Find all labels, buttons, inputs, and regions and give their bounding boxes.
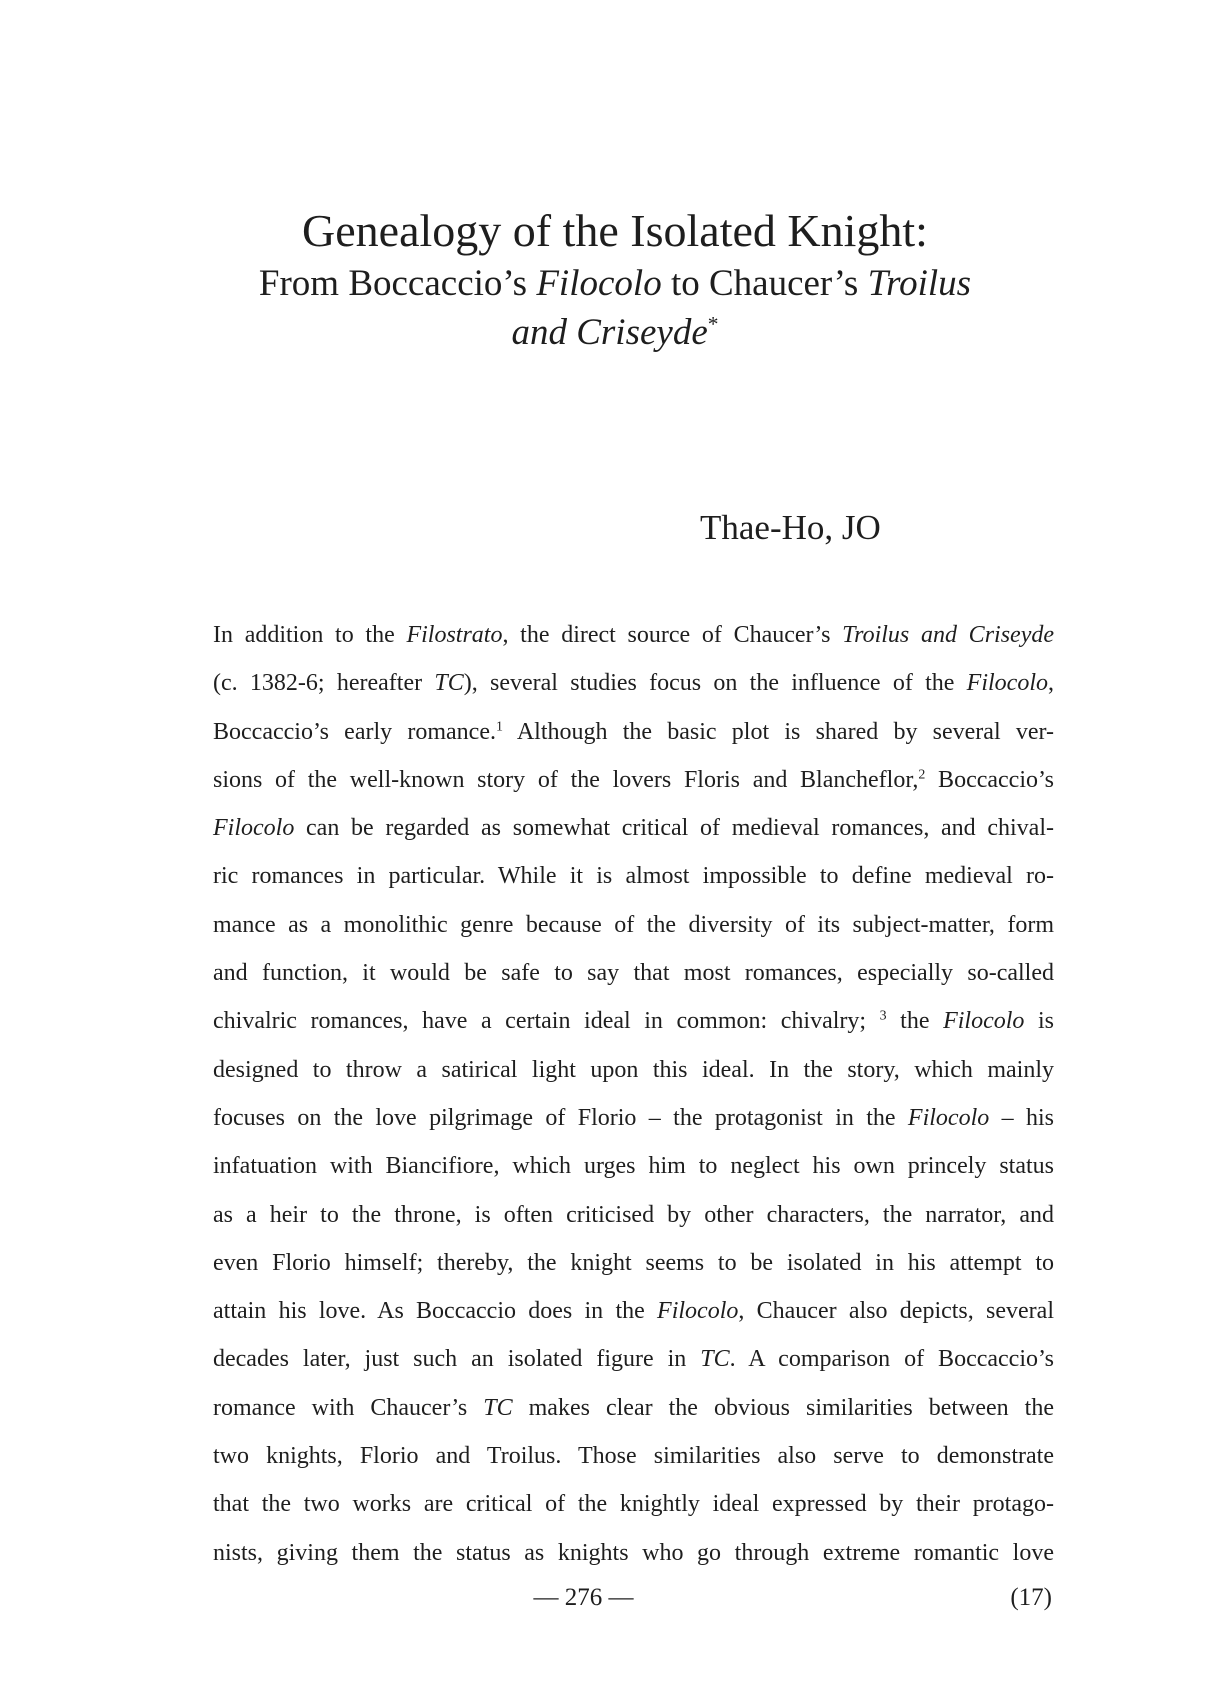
text-line: as a heir to the throne, is often criticised by other characters, the narrator, and [213, 1201, 1054, 1228]
subtitle-line-2 [200, 308, 1030, 357]
footnote-ref: 3 [879, 1009, 887, 1025]
text-line: nists, giving them the status as knights who go through extreme romantic love [213, 1539, 1054, 1566]
subtitle-work-title: Filocolo [536, 263, 662, 304]
text-line: (c. 1382-6; hereafter TC), several studies focus on the influence of the Filocolo, [213, 670, 1054, 697]
title-footnote-marker: * [707, 312, 719, 337]
article-title [200, 205, 1030, 357]
page-number-alt: (17) [1010, 1584, 1052, 1611]
subtitle-text: From Boccaccio’s [258, 263, 537, 304]
page-footer [213, 1578, 1054, 1618]
text-line: attain his love. As Boccaccio does in the Filocolo, Chaucer also depicts, several [213, 1298, 1054, 1325]
text-line: mance as a monolithic genre because of the diversity of its subject-matter, form [213, 911, 1054, 938]
text-line: and function, it would be safe to say that most romances, especially so-called [213, 960, 1054, 987]
title-subtitle [200, 259, 1030, 357]
footnote-ref: 2 [918, 767, 926, 783]
subtitle-text: to Chaucer’s [661, 263, 868, 304]
text-line: Boccaccio’s early romance.$^1$ Although the basic plot is shared by several ver- [213, 718, 1055, 745]
subtitle-work-title: Troilus [867, 263, 972, 304]
subtitle-line-1 [200, 259, 1030, 308]
text-line: that the two works are critical of the knightly ideal expressed by their protago- [213, 1491, 1054, 1518]
title-main: Genealogy of the Isolated Knight: [302, 205, 928, 256]
subtitle-work-title: and Criseyde [511, 312, 708, 353]
text-line: two knights, Florio and Troilus. Those similarities also serve to demonstrate [213, 1443, 1054, 1470]
text-line: even Florio himself; thereby, the knight seems to be isolated in his attempt to [213, 1249, 1054, 1276]
text-line: decades later, just such an isolated figure in TC. A comparison of Boccaccio’s [213, 1346, 1054, 1373]
text-line: Filocolo can be regarded as somewhat critical of medieval romances, and chival- [213, 815, 1054, 842]
page-number: — 276 — [533, 1584, 634, 1611]
text-line: ric romances in particular. While it is almost impossible to define medieval ro- [213, 863, 1054, 890]
text-line: In addition to the Filostrato, the direct source of Chaucer’s Troilus and Criseyde [213, 622, 1054, 648]
footnote-ref: 1 [495, 719, 503, 735]
body-paragraph [213, 611, 1054, 1577]
text-line: infatuation with Biancifiore, which urges him to neglect his own princely status [213, 1153, 1054, 1180]
text-line: sions of the well-known story of the lovers Floris and Blancheflor,$^2$ Boccaccio’s [213, 766, 1055, 793]
author-name: Thae-Ho, JO [700, 508, 881, 547]
text-line: focuses on the love pilgrimage of Florio – the protagonist in the Filocolo – his [213, 1104, 1054, 1131]
text-line: chivalric romances, have a certain ideal in common: chivalry; $^3$ the Filocolo is [213, 1008, 1054, 1035]
text-line: romance with Chaucer’s TC makes clear the obvious similarities between the [213, 1394, 1054, 1421]
text-line: designed to throw a satirical light upon this ideal. In the story, which mainly [213, 1056, 1054, 1083]
